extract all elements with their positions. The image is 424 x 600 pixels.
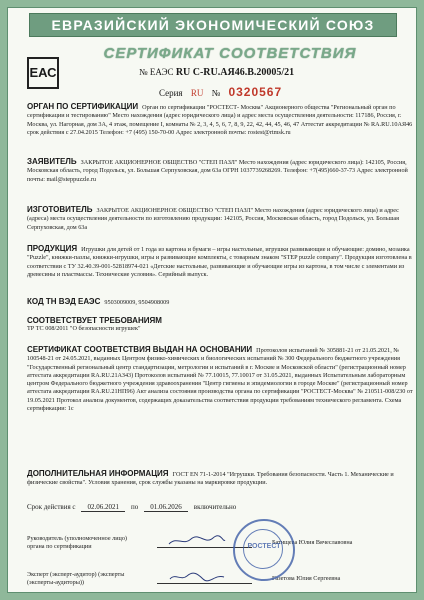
head-label: Руководитель (уполномоченное лицо) органа по сертификации: [27, 535, 127, 550]
rostest-stamp-icon: [233, 519, 295, 581]
requirements-text: ТР ТС 008/2011 "О безопасности игрушек": [27, 325, 141, 333]
series-line: [159, 85, 282, 99]
manufacturer-section: [27, 206, 419, 232]
applicant-section: [27, 158, 419, 184]
series-code: RU: [190, 88, 204, 98]
requirements-heading: СООТВЕТСТВУЕТ ТРЕБОВАНИЯМ: [27, 316, 162, 325]
organ-heading: ОРГАН ПО СЕРТИФИКАЦИИ: [27, 102, 139, 111]
organ-section: [27, 103, 419, 137]
head-signature-row: [27, 535, 419, 565]
applicant-text: ЗАКРЫТОЕ АКЦИОНЕРНОЕ ОБЩЕСТВО "СТЕП ПАЗЛ" Место нахождения (адрес юридического лица): 142105, Россия, Московская область, город Подольск, ул. Большая Серпуховская, дом 63а ОГРН 1037739268269. Телефон: +7(495)660-37-73 Адрес электронной почты: mail@steppuzzle.ru: [27, 159, 408, 183]
requirements-section: [27, 317, 419, 334]
applicant-heading: ЗАЯВИТЕЛЬ: [27, 157, 77, 166]
manufacturer-heading: ИЗГОТОВИТЕЛЬ: [27, 205, 93, 214]
validity-inclusive: включительно: [193, 503, 237, 511]
certificate-title: СЕРТИФИКАТ СООТВЕТСТВИЯ: [103, 45, 357, 62]
head-name: Батищева Юлия Вячеславовна: [272, 539, 353, 546]
basis-section: [27, 346, 419, 413]
organ-text: Орган по сертификации "РОСТЕСТ- Москва" Акционерного общества "Региональный орган по сертификации и тестированию" Место нахождения (адрес юридического лица) и адрес места осуществления деятельности: 117186, Россия, г. Москва, ул. Нагорная, дом 3А, 4 этаж, помещение I, комнаты № 2, 3, 4, 5, 6, 7, 8, 9, 22, 42, 44, 45, 46, 47 Аттестат аккредитации № RA.RU.10АЯ46 срок действия с 27.04.2015 Телефон: +7 (495) 150-70-00 Адрес электронной почты: rostest@rtmsk.ru: [27, 104, 413, 136]
reg-number: RU С-RU.АЯ46.В.20005/21: [175, 67, 295, 78]
product-text: Игрушки для детей от 1 года из картона и бумаги – игры настольные, игрушки развивающие и обучающие: домино, мозаика "Puzzle", книжки-пазлы, книжки-игрушки, игры и развивающие комплекты, с товарным знаком "STEP puzzle company". Продукция изготовлена в соответствии с ТУ 32.40.39-001-52818974-021 «Детские настольные, развивающие и обучающие игры из картона, в том числе с элементами из древесины и пластмассы. Технические условия». Серийный выпуск.: [27, 246, 412, 278]
validity-line: [27, 503, 419, 512]
series-label: Серия: [159, 88, 183, 98]
validity-from-label: Срок действия с: [27, 503, 76, 511]
expert-sign-line: [157, 573, 252, 584]
basis-text: Протоколов испытаний № 305881-21 от 21.05.2021, № 100548-21 от 24.05.2021, выданных Центром физико-химических и биологических испытаний № 300 Федерального бюджетного учреждения "Государственный региональный центр стандартизации, метрологии и испытаний в г. Москве и Московской области" (регистрационный номер аттестата аккредитации RA.RU.21АЗ43) Протоколов испытаний № 77.10015, 77.10017 от 31.05.2021, выданных Испытательным лабораторным центром Федерального бюджетного учреждения здравоохранения "Центр гигиены и эпидемиологии в городе Москве" (регистрационный номер аттестата аккредитации RA.RU.21НП96) Акт анализа состояния производства органа по сертификации "РОСТЕСТ-Москва" № 210511-008/230 от 19.05.2021 Протокол анализа документов, содержащих доказательства соответствия продукции требованиям технического регламента. Схема сертификации: 1с: [27, 347, 413, 413]
basis-heading: СЕРТИФИКАТ СООТВЕТСТВИЯ ВЫДАН НА ОСНОВАНИИ: [27, 345, 253, 354]
stamp-text: РОСТЕСТ: [247, 543, 281, 550]
tnved-section: [27, 298, 419, 307]
extra-text: ГОСТ EN 71-1-2014 "Игрушки. Требования безопасности. Часть 1. Механические и физические свойства". Условия хранения, срок службы указаны на маркировке продукции.: [27, 471, 394, 487]
registration-number: [139, 67, 294, 78]
validity-to-date: 01.06.2026: [144, 503, 188, 512]
product-section: [27, 245, 419, 279]
union-banner: ЕВРАЗИЙСКИЙ ЭКОНОМИЧЕСКИЙ СОЮЗ: [29, 13, 397, 37]
manufacturer-text: ЗАКРЫТОЕ АКЦИОНЕРНОЕ ОБЩЕСТВО "СТЕП ПАЗЛ" Место нахождения (адрес юридического лица) и адрес (адреса) места осуществления деятельности по изготовлению продукции: 142105, Россия, Московская область, город Подольск, ул. Большая Серпуховская, дом 63а: [27, 207, 399, 231]
expert-signature-row: [27, 571, 419, 600]
validity-to-label: по: [131, 503, 139, 511]
series-prefix: №: [211, 88, 221, 98]
reg-prefix: № ЕАЭС: [139, 67, 174, 77]
expert-name: Газетова Юлия Сергеевна: [272, 575, 341, 582]
extra-section: [27, 470, 419, 488]
eac-logo: ЕАС: [27, 57, 59, 89]
expert-label: Эксперт (эксперт-аудитор) (эксперты (эксперты-аудиторы)): [27, 571, 125, 586]
product-heading: ПРОДУКЦИЯ: [27, 244, 78, 253]
validity-from-date: 02.06.2021: [81, 503, 125, 512]
extra-heading: ДОПОЛНИТЕЛЬНАЯ ИНФОРМАЦИЯ: [27, 469, 169, 478]
tnved-text: 9503009009, 9504908009: [104, 299, 170, 306]
tnved-heading: КОД ТН ВЭД ЕАЭС: [27, 297, 101, 306]
series-number: 0320567: [228, 85, 283, 99]
